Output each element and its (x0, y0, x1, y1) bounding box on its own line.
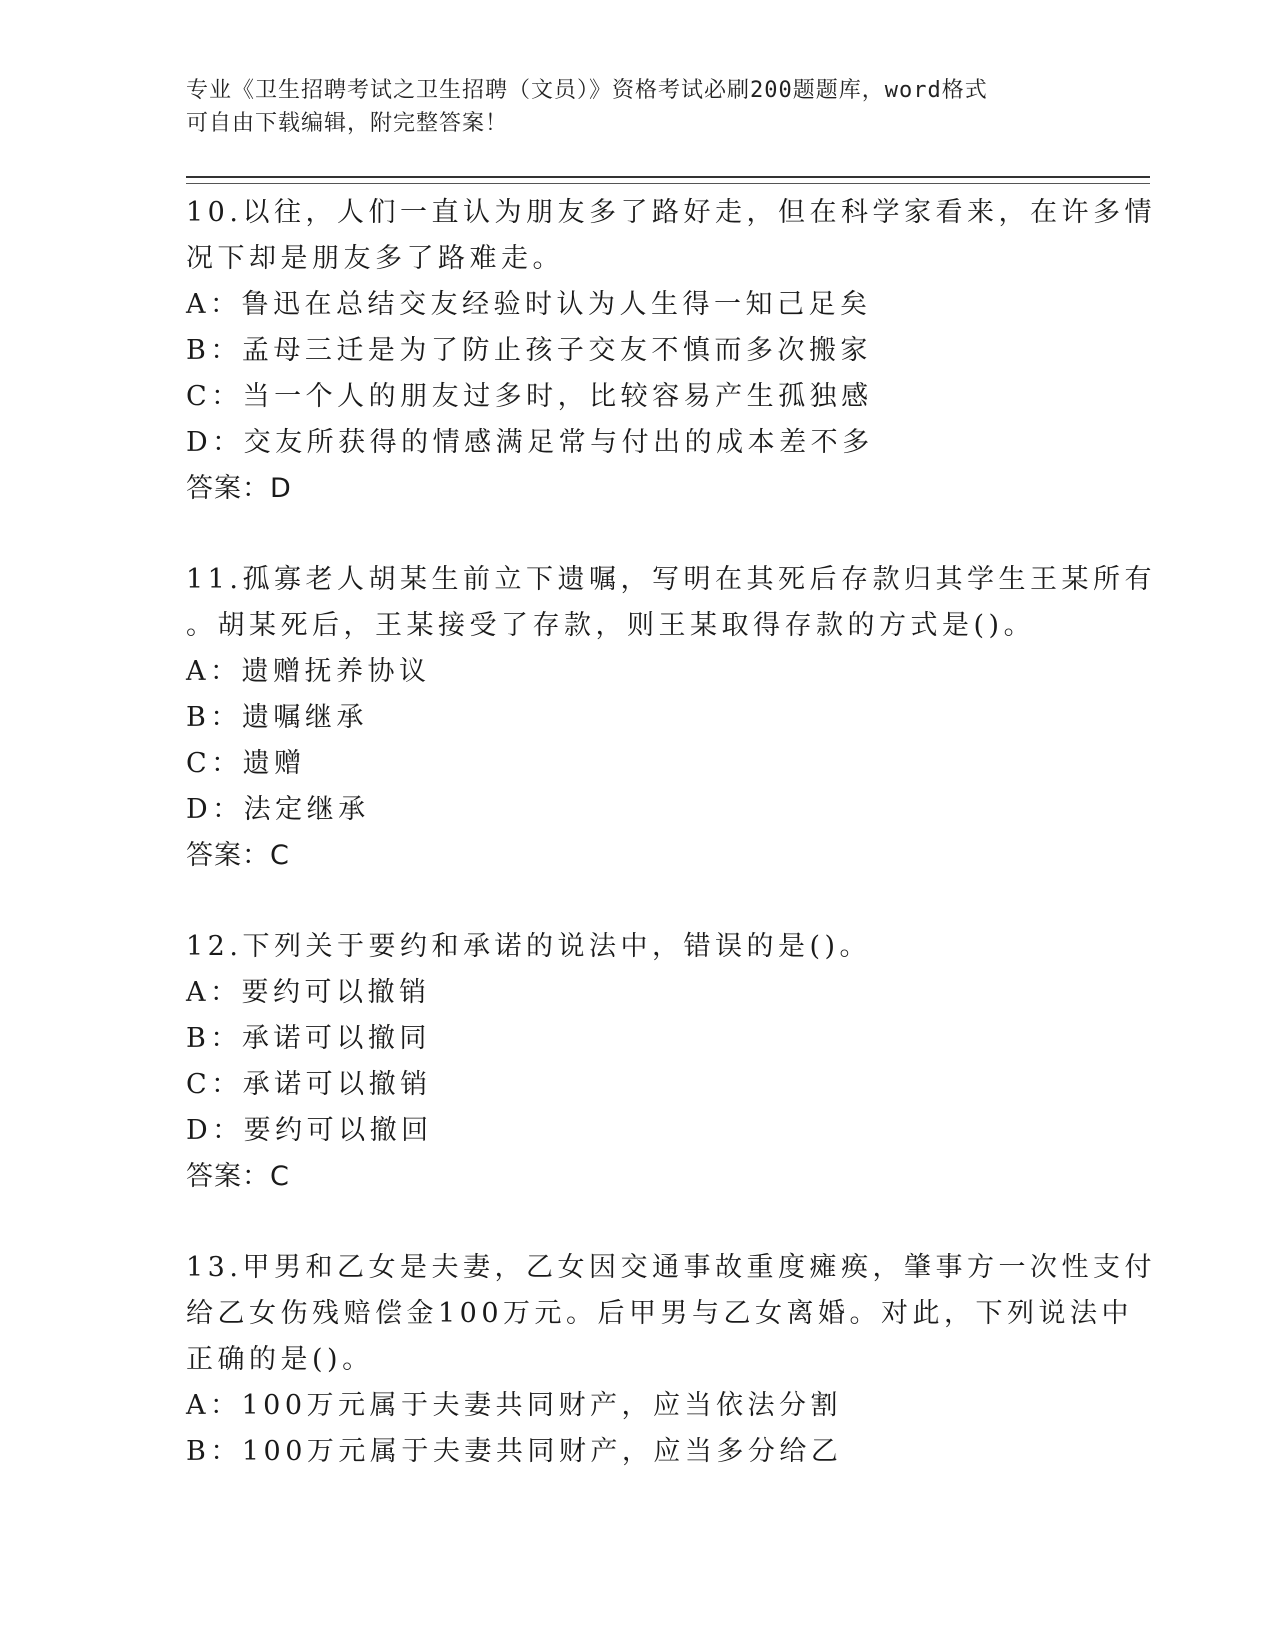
option-d: D：交友所获得的情感满足常与付出的成本差不多 (186, 427, 874, 458)
header-line-1: 专业《卫生招聘考试之卫生招聘（文员）》资格考试必刷200题题库，word格式 (186, 78, 988, 103)
option-b: B：100万元属于夫妻共同财产，应当多分给乙 (186, 1436, 843, 1467)
option-b: B：承诺可以撤同 (186, 1023, 431, 1054)
question-text-line: 况下却是朋友多了路难走。 (186, 243, 564, 274)
option-a: A：100万元属于夫妻共同财产，应当依法分割 (186, 1390, 843, 1421)
option-a: A：鲁迅在总结交友经验时认为人生得一知己足矣 (186, 289, 872, 320)
question-11 (186, 557, 1156, 879)
question-spacer (186, 1200, 1086, 1245)
question-text-line: 给乙女伤残赔偿金100万元。后甲男与乙女离婚。对此，下列说法中 (186, 1298, 1134, 1329)
option-d: D：法定继承 (186, 794, 370, 825)
header-divider-thin (186, 183, 1150, 184)
question-list (186, 190, 1156, 1475)
question-10 (186, 190, 1156, 512)
option-c: C：遗赠 (186, 748, 306, 779)
question-spacer (186, 879, 1086, 924)
option-d: D：要约可以撤回 (186, 1115, 433, 1146)
question-text-line: 10.以往，人们一直认为朋友多了路好走，但在科学家看来，在许多情 (186, 197, 1156, 228)
option-b: B：遗嘱继承 (186, 702, 368, 733)
document-header (186, 74, 1086, 140)
question-text-line: 11.孤寡老人胡某生前立下遗嘱，写明在其死后存款归其学生王某所有 (186, 564, 1156, 595)
question-spacer (186, 512, 1086, 557)
question-text-line: 13.甲男和乙女是夫妻，乙女因交通事故重度瘫痪，肇事方一次性支付 (186, 1252, 1156, 1283)
question-12 (186, 924, 1086, 1200)
question-text-line: 正确的是()。 (186, 1344, 374, 1375)
question-13 (186, 1245, 1156, 1475)
answer-label: 答案：C (186, 1161, 290, 1192)
option-a: A：遗赠抚养协议 (186, 656, 431, 687)
answer-label: 答案：D (186, 473, 292, 504)
header-divider-thick (186, 176, 1150, 178)
answer-label: 答案：C (186, 840, 290, 871)
option-a: A：要约可以撤销 (186, 977, 431, 1008)
header-line-2: 可自由下载编辑，附完整答案！ (186, 111, 509, 136)
question-text-line: 。胡某死后，王某接受了存款，则王某取得存款的方式是()。 (186, 610, 1036, 641)
option-b: B：孟母三迁是为了防止孩子交友不慎而多次搬家 (186, 335, 872, 366)
option-c: C：承诺可以撤销 (186, 1069, 432, 1100)
option-c: C：当一个人的朋友过多时，比较容易产生孤独感 (186, 381, 873, 412)
question-text-line: 12.下列关于要约和承诺的说法中，错误的是()。 (186, 931, 872, 962)
